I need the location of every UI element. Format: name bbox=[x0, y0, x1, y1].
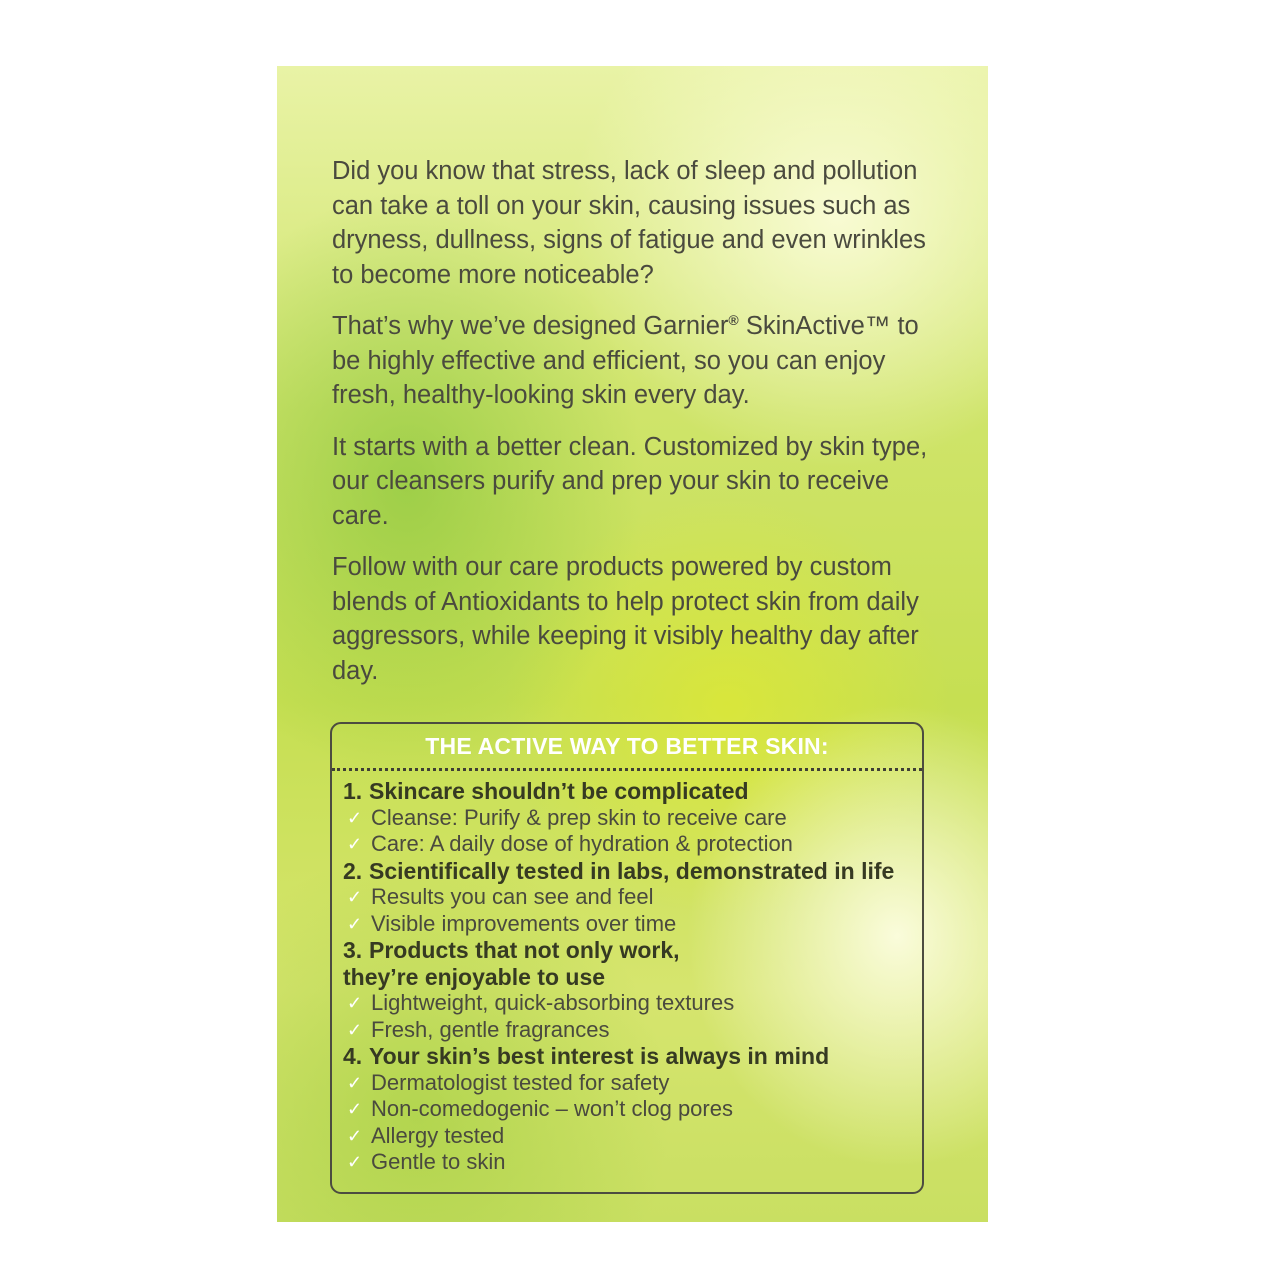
check-icon: ✓ bbox=[347, 807, 363, 828]
bullet-text: Gentle to skin bbox=[371, 1149, 506, 1174]
benefit-bullet bbox=[343, 805, 922, 832]
active-way-box bbox=[330, 722, 924, 1194]
section-title-4 bbox=[343, 1043, 922, 1070]
check-icon: ✓ bbox=[347, 1125, 363, 1146]
bullet-text: Allergy tested bbox=[371, 1122, 505, 1148]
check-icon: ✓ bbox=[347, 913, 363, 934]
bullet-text: Visible improvements over time bbox=[371, 910, 677, 936]
registered-mark: ® bbox=[728, 312, 739, 328]
benefit-bullet bbox=[343, 1096, 922, 1123]
benefit-bullet bbox=[343, 1070, 922, 1097]
section-number: 4. bbox=[343, 1043, 363, 1069]
section-title-3 bbox=[343, 937, 922, 964]
benefit-bullet bbox=[343, 911, 922, 938]
section-title-text: Skincare shouldn’t be complicated bbox=[369, 778, 749, 804]
intro-paragraph-1: Did you know that stress, lack of sleep and pollution can take a toll on your skin, causing issues such as dryness, dullness, signs of fatigue and even wrinkles to become more noticeable? bbox=[332, 157, 926, 289]
intro-copy bbox=[332, 154, 952, 705]
check-icon: ✓ bbox=[347, 1019, 363, 1040]
section-number: 2. bbox=[343, 857, 363, 884]
intro-paragraph-3: It starts with a better clean. Customized by skin type, our cleansers purify and prep your skin to receive care. bbox=[332, 432, 928, 530]
intro-paragraph-4: Follow with our care products powered by custom blends of Antioxidants to help protect skin from daily aggressors, while keeping it visibly healthy day after day. bbox=[332, 553, 919, 685]
check-icon: ✓ bbox=[347, 1099, 363, 1119]
bullet-text: Cleanse: Purify & prep skin to receive care bbox=[371, 804, 787, 830]
section-number: 1. bbox=[343, 778, 363, 804]
benefit-bullet bbox=[343, 990, 922, 1017]
bullet-text: Dermatologist tested for safety bbox=[371, 1069, 670, 1095]
box-heading: THE ACTIVE WAY TO BETTER SKIN: bbox=[332, 724, 922, 771]
bullet-text: Non-comedogenic – won’t clog pores bbox=[371, 1096, 733, 1121]
bullet-text: Results you can see and feel bbox=[371, 884, 654, 909]
benefit-bullet bbox=[343, 1149, 922, 1176]
check-icon: ✓ bbox=[347, 834, 363, 854]
check-icon: ✓ bbox=[347, 887, 363, 907]
benefit-list bbox=[332, 771, 922, 1176]
check-icon: ✓ bbox=[347, 1152, 363, 1172]
intro-paragraph-2-end: SkinActive™ to be highly effective and efficient, so you can enjoy fresh, healthy-looking skin every day. bbox=[332, 312, 919, 409]
intro-paragraph-2-start: That’s why we’ve designed Garnier bbox=[332, 312, 729, 340]
bullet-text: Fresh, gentle fragrances bbox=[371, 1016, 610, 1042]
benefit-bullet bbox=[343, 1123, 922, 1150]
bullet-text: Lightweight, quick-absorbing textures bbox=[371, 990, 735, 1015]
section-title-text: Products that not only work, bbox=[369, 937, 680, 963]
benefit-bullet bbox=[343, 884, 922, 911]
bullet-text: Care: A daily dose of hydration & protection bbox=[371, 831, 793, 856]
benefit-bullet bbox=[343, 1017, 922, 1044]
section-title-text: Scientifically tested in labs, demonstrated in life bbox=[369, 857, 895, 884]
section-title-2 bbox=[343, 858, 922, 885]
section-title-1 bbox=[343, 778, 922, 805]
section-number: 3. bbox=[343, 937, 363, 963]
benefit-bullet bbox=[343, 831, 922, 858]
section-title-3-continued: they’re enjoyable to use bbox=[343, 963, 606, 990]
section-title-text: Your skin’s best interest is always in mind bbox=[369, 1043, 830, 1069]
package-panel bbox=[277, 66, 988, 1222]
intro-paragraph-2 bbox=[332, 309, 952, 413]
check-icon: ✓ bbox=[347, 993, 363, 1013]
check-icon: ✓ bbox=[347, 1072, 363, 1093]
